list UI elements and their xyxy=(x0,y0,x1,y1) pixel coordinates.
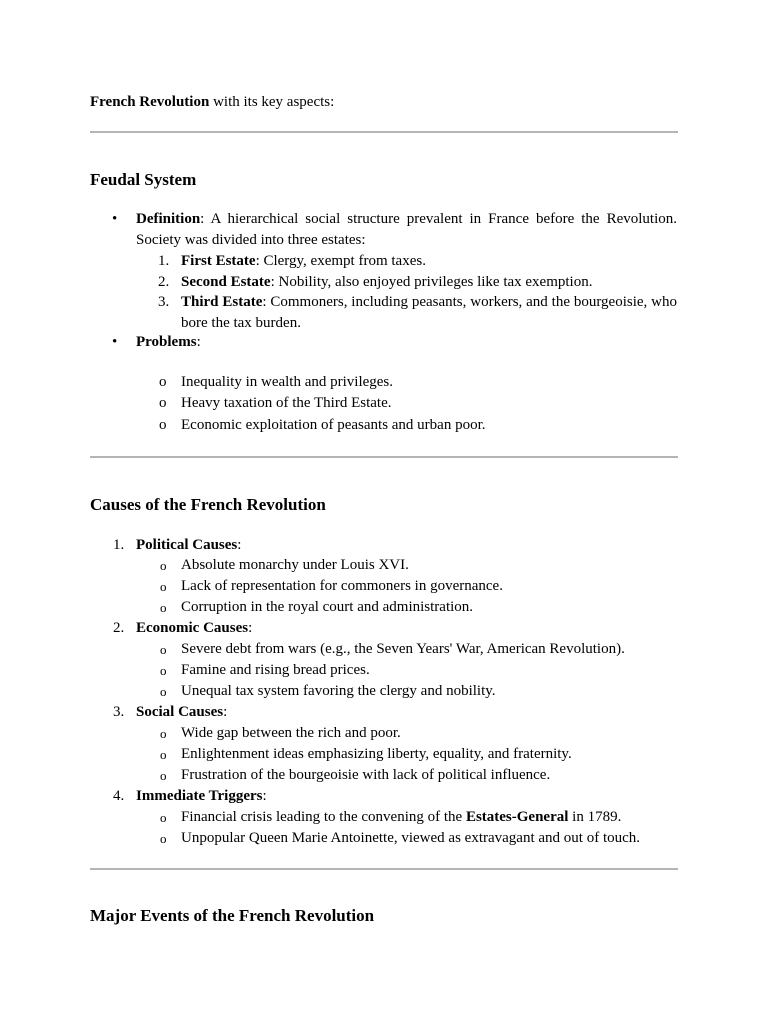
cause-label: Social Causes xyxy=(136,704,224,720)
cause-item: Absolute monarchy under Louis XVI. xyxy=(181,557,409,573)
definition-text: : A hierarchical social structure prevalent in France before the Revolution. Society was divided into three estates: xyxy=(136,211,677,248)
estate-text: : Nobility, also enjoyed privileges like tax exemption. xyxy=(270,274,593,290)
definition-item xyxy=(136,209,677,251)
bullet-circle: o xyxy=(160,642,167,657)
bullet-circle: o xyxy=(160,831,167,846)
cause-item: Famine and rising bread prices. xyxy=(181,662,370,678)
section-heading-causes: Causes of the French Revolution xyxy=(90,495,326,514)
definition-label: Definition xyxy=(136,211,201,227)
cause-num: 3. xyxy=(113,704,125,720)
estate-item xyxy=(181,292,677,334)
cause-item: Frustration of the bourgeoisie with lack of political influence. xyxy=(181,767,551,783)
colon: : xyxy=(223,704,228,720)
bullet-circle: o xyxy=(160,747,167,762)
cause-group xyxy=(136,618,252,639)
cause-item: Lack of representation for commoners in governance. xyxy=(181,578,503,594)
problem-item: Inequality in wealth and privileges. xyxy=(181,374,394,390)
divider xyxy=(90,456,678,458)
section-heading-events: Major Events of the French Revolution xyxy=(90,906,375,925)
colon: : xyxy=(237,537,242,553)
intro-bold: French Revolution xyxy=(90,94,210,110)
estate-label: Second Estate xyxy=(181,274,271,290)
cause-item xyxy=(181,807,621,828)
estate-label: Third Estate xyxy=(181,294,263,310)
section-heading-feudal: Feudal System xyxy=(90,170,197,189)
cause-item: Wide gap between the rich and poor. xyxy=(181,725,401,741)
estate-item xyxy=(181,251,426,272)
cause-group xyxy=(136,702,227,723)
bullet-circle: o xyxy=(160,579,167,594)
divider xyxy=(90,868,678,870)
problems-item xyxy=(136,332,201,353)
colon: : xyxy=(262,788,267,804)
cause-item: Corruption in the royal court and administration. xyxy=(181,599,474,615)
bullet-disc: • xyxy=(112,334,118,350)
cause-group xyxy=(136,535,241,556)
bullet-circle: o xyxy=(160,810,167,825)
estate-text: : Commoners, including peasants, workers, and the bourgeoisie, who bore the tax burden. xyxy=(181,294,677,331)
problems-label: Problems xyxy=(136,334,197,350)
cause-item: Unpopular Queen Marie Antoinette, viewed as extravagant and out of touch. xyxy=(181,830,641,846)
cause-num: 1. xyxy=(113,537,125,553)
cause-item: Severe debt from wars (e.g., the Seven Years' War, American Revolution). xyxy=(181,641,625,657)
bullet-circle: o xyxy=(160,600,167,615)
bullet-circle: o xyxy=(159,417,167,433)
estate-text: : Clergy, exempt from taxes. xyxy=(255,253,426,269)
cause-num: 2. xyxy=(113,620,125,636)
bullet-circle: o xyxy=(159,395,167,411)
bullet-disc: • xyxy=(112,211,118,227)
cause-group xyxy=(136,786,267,807)
bullet-circle: o xyxy=(160,726,167,741)
estate-item xyxy=(181,272,592,293)
bullet-circle: o xyxy=(159,374,167,390)
estate-num: 1. xyxy=(158,253,170,269)
colon: : xyxy=(248,620,253,636)
cause-label: Immediate Triggers xyxy=(136,788,263,804)
cause-num: 4. xyxy=(113,788,125,804)
estates-general-bold: Estates-General xyxy=(465,809,569,825)
text: in 1789. xyxy=(568,809,622,825)
cause-item: Unequal tax system favoring the clergy and nobility. xyxy=(181,683,496,699)
bullet-circle: o xyxy=(160,663,167,678)
estate-num: 3. xyxy=(158,294,170,310)
estate-num: 2. xyxy=(158,274,170,290)
cause-item: Enlightenment ideas emphasizing liberty, equality, and fraternity. xyxy=(181,746,572,762)
cause-label: Economic Causes xyxy=(136,620,249,636)
problems-colon: : xyxy=(196,334,201,350)
problem-item: Heavy taxation of the Third Estate. xyxy=(181,395,392,411)
problem-item: Economic exploitation of peasants and urban poor. xyxy=(181,417,486,433)
divider xyxy=(90,131,678,133)
text: Financial crisis leading to the convening of the xyxy=(181,809,466,825)
intro-text: with its key aspects: xyxy=(209,94,335,110)
estate-label: First Estate xyxy=(181,253,256,269)
bullet-circle: o xyxy=(160,684,167,699)
cause-label: Political Causes xyxy=(136,537,238,553)
bullet-circle: o xyxy=(160,558,167,573)
bullet-circle: o xyxy=(160,768,167,783)
intro-line xyxy=(90,92,334,113)
